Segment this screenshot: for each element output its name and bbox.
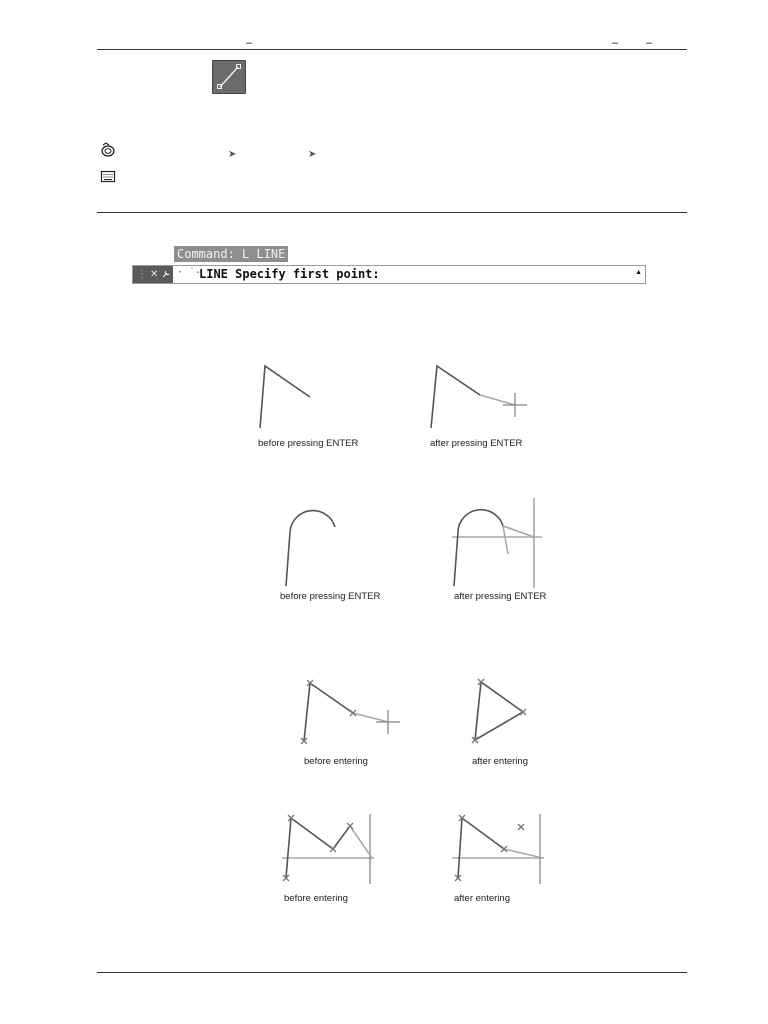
figure-after-arc bbox=[448, 494, 548, 590]
customize-icon[interactable] bbox=[162, 269, 171, 281]
figure-after-closed-polyline bbox=[468, 675, 538, 750]
figure-caption: before entering bbox=[304, 756, 368, 767]
command-line-tools bbox=[133, 266, 173, 283]
figure-caption: before pressing ENTER bbox=[280, 591, 381, 602]
path-arrow-icon: ➤ bbox=[228, 149, 237, 160]
history-up-icon[interactable]: ▲ bbox=[635, 269, 642, 276]
figure-caption: after entering bbox=[454, 893, 510, 904]
figure-caption: after entering bbox=[472, 756, 528, 767]
figure-after-undo bbox=[448, 810, 548, 888]
command-history: Command: L LINE bbox=[174, 246, 288, 262]
footer-rule bbox=[97, 972, 687, 973]
grip-icon[interactable]: ⋮ bbox=[137, 269, 146, 280]
header-mark: – bbox=[246, 37, 253, 49]
figure-before-line bbox=[250, 360, 330, 430]
figure-caption: before pressing ENTER bbox=[258, 438, 359, 449]
path-arrow-icon: ➤ bbox=[308, 149, 317, 160]
figure-caption: after pressing ENTER bbox=[430, 438, 523, 449]
figure-before-undo bbox=[278, 810, 378, 888]
line-tool-icon bbox=[212, 60, 246, 94]
header-mark: – bbox=[612, 37, 619, 49]
section-rule bbox=[97, 212, 687, 213]
figure-after-line bbox=[425, 360, 535, 430]
figure-caption: before entering bbox=[284, 893, 348, 904]
header-rule bbox=[97, 49, 687, 50]
command-input[interactable]: LINE Specify first point: bbox=[199, 267, 380, 281]
prompt-icon: · ˙- bbox=[177, 267, 202, 278]
command-line[interactable] bbox=[132, 265, 646, 284]
figure-before-open-polyline bbox=[296, 675, 406, 750]
figure-caption: after pressing ENTER bbox=[454, 591, 547, 602]
ribbon-icon bbox=[100, 142, 116, 158]
close-icon[interactable]: ✕ bbox=[150, 269, 159, 280]
figure-before-arc bbox=[278, 500, 348, 590]
header-mark: – bbox=[646, 37, 653, 49]
keyboard-icon bbox=[100, 168, 116, 184]
